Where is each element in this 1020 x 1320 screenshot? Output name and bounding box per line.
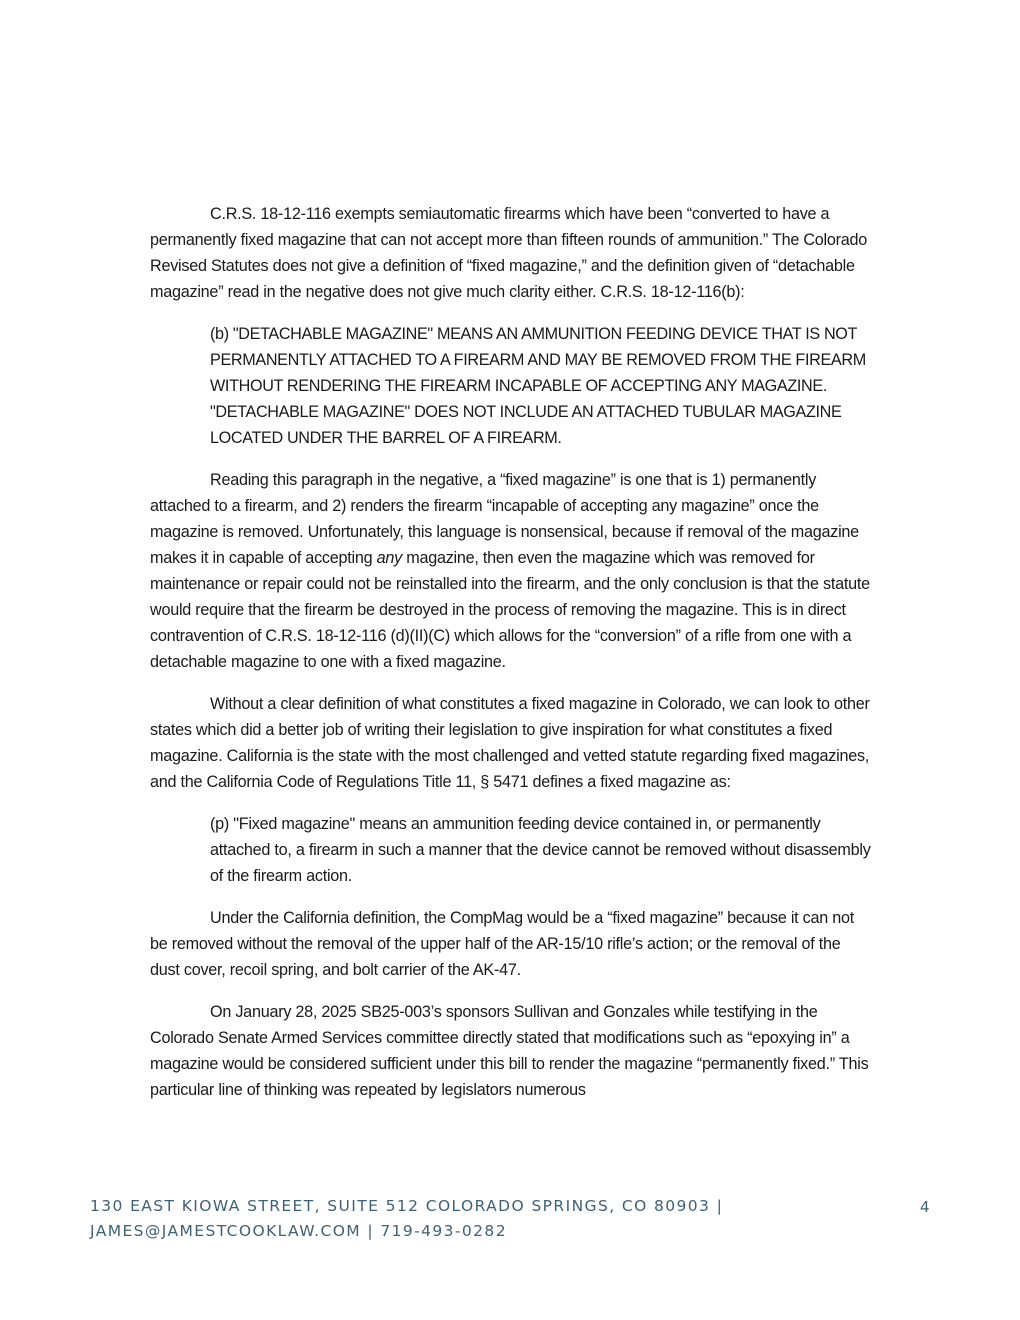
page-number: 4 <box>920 1198 930 1216</box>
paragraph-california-definition: Under the California definition, the CompMag would be a “fixed magazine” because it can not be removed without the removal of the upper half of the AR-15/10 rifle’s action; or the removal of the dust cover, recoil spring, and bolt carrier of the AK-47. <box>150 909 855 980</box>
block-quote-fixed-magazine: (p) "Fixed magazine" means an ammunition feeding device contained in, or permanently attached to, a firearm in such a manner that the device cannot be removed without disassembly of the firearm action. <box>210 815 871 885</box>
page-footer <box>90 1194 940 1244</box>
paragraph-other-states: Without a clear definition of what constitutes a fixed magazine in Colorado, we can look to other states which did a better job of writing their legislation to give inspiration for what constitutes a fixed magazine. California is the state with the most challenged and vetted statute regarding fixed magazines, and the California Code of Regulations Title 11, § 5471 defines a fixed magazine as: <box>150 694 870 791</box>
paragraph-text: Reading this paragraph in the negative, a “fixed magazine” is one that is 1) permanently attached to a firearm, and 2) renders the firearm “incapable of accepting any magazine” once the magazine is removed. Unfortunately, this language is nonsensical, because if removal of the magazine makes it in capable of accepting <box>150 471 859 567</box>
paragraph-sb25-003-testimony: On January 28, 2025 SB25-003’s sponsors Sullivan and Gonzales while testifying in the Colorado Senate Armed Services committee directly stated that modifications such as “epoxying in” a magazine would be considered sufficient under this bill to render the magazine “permanently fixed.” This particular line of thinking was repeated by legislators numerous <box>150 1003 869 1100</box>
footer-address: 130 EAST KIOWA STREET, SUITE 512 COLORADO SPRINGS, CO 80903 | <box>90 1197 724 1215</box>
paragraph-negative-reading <box>150 468 872 675</box>
footer-contact: JAMES@JAMESTCOOKLAW.COM | 719-493-0282 <box>90 1222 507 1240</box>
paragraph-text: magazine, then even the magazine which was removed for maintenance or repair could not be reinstalled into the firearm, and the only conclusion is that the statute would require that the firearm be destroyed in the process of removing the magazine. This is in direct contravention of C.R.S. 18-12-116 (d)(II)(C) which allows for the “conversion” of a rifle from one with a detachable magazine to one with a fixed magazine. <box>150 548 870 671</box>
paragraph-crs-exemption: C.R.S. 18-12-116 exempts semiautomatic firearms which have been “converted to have a permanently fixed magazine that can not accept more than fifteen rounds of ammunition.” The Colorado Revised Statutes does not give a definition of “fixed magazine,” and the definition given of “detachable magazine” read in the negative does not give much clarity either. C.R.S. 18-12-116(b): <box>150 205 868 301</box>
document-body <box>150 202 872 1104</box>
block-quote-detachable-magazine: (b) "DETACHABLE MAGAZINE" MEANS AN AMMUNITION FEEDING DEVICE THAT IS NOT PERMANENTLY ATTACHED TO A FIREARM AND MAY BE REMOVED FROM THE FIREARM WITHOUT RENDERING THE FIREARM INCAPABLE OF ACCEPTING ANY MAGAZINE. "DETACHABLE MAGAZINE" DOES NOT INCLUDE AN ATTACHED TUBULAR MAGAZINE LOCATED UNDER THE BARREL OF A FIREARM. <box>210 325 866 447</box>
emphasis-any: any <box>376 548 402 567</box>
